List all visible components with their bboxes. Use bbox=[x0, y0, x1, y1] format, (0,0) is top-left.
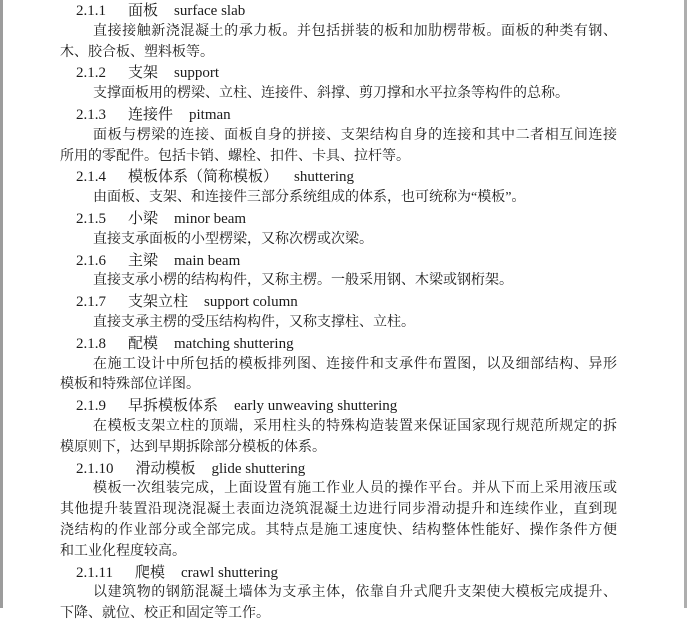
term-heading bbox=[60, 292, 617, 313]
term-heading bbox=[60, 1, 617, 22]
term-en: pitman bbox=[189, 106, 231, 123]
page-right-edge bbox=[684, 0, 687, 608]
section-number: 2.1.7 bbox=[76, 294, 106, 311]
term-section bbox=[60, 459, 617, 563]
definition-line: 面板与楞梁的连接、面板自身的拼接、支架结构自身的连接和其中二者相互间连接 bbox=[93, 127, 617, 143]
section-number: 2.1.5 bbox=[76, 210, 106, 227]
term-en: shuttering bbox=[294, 169, 355, 186]
definition-line: 由面板、支架、和连接件三部分系统组成的体系，也可统称为“模板”。 bbox=[93, 190, 526, 206]
term-heading bbox=[60, 209, 617, 230]
definition-line: 其他提升装置沿现浇混凝土表面边浇筑混凝土边进行同步滑动提升和连续作业，直到现 bbox=[60, 502, 617, 518]
term-en: early unweaving shuttering bbox=[234, 398, 398, 415]
term-en: support bbox=[174, 65, 220, 82]
term-heading bbox=[60, 563, 617, 584]
definition bbox=[60, 583, 617, 625]
definition-line: 浇结构的作业部分或全部完成。其特点是施工速度快、结构整体性能好、操作条件方便 bbox=[60, 522, 617, 538]
term-zh: 连接件 bbox=[128, 106, 174, 123]
term-heading bbox=[60, 105, 617, 126]
definition bbox=[60, 84, 617, 105]
definition bbox=[60, 126, 617, 168]
definition-line: 木、胶合板、塑料板等。 bbox=[60, 44, 214, 60]
section-number: 2.1.4 bbox=[76, 169, 106, 186]
definition-line: 在模板支架立柱的顶端，采用柱头的特殊构造装置来保证国家现行规范所规定的拆 bbox=[93, 418, 617, 434]
definition-line: 直接支承主楞的受压结构构件，又称支撑柱、立柱。 bbox=[93, 314, 415, 330]
term-zh: 小梁 bbox=[128, 210, 159, 227]
definition-line: 直接支承面板的小型楞梁，又称次楞或次梁。 bbox=[93, 231, 373, 247]
term-zh: 滑动模板 bbox=[135, 460, 196, 477]
term-section bbox=[60, 167, 617, 209]
definition-line: 在施工设计中所包括的模板排列图、连接件和支承件布置图，以及细部结构、异形 bbox=[93, 356, 617, 372]
definition-line: 支撑面板用的楞梁、立柱、连接件、斜撑、剪刀撑和水平拉条等构件的总称。 bbox=[93, 86, 569, 102]
definition bbox=[60, 313, 617, 334]
section-number: 2.1.9 bbox=[76, 398, 106, 415]
term-zh: 面板 bbox=[128, 3, 159, 19]
term-en: glide shuttering bbox=[211, 460, 306, 477]
definition bbox=[60, 479, 617, 562]
term-en: minor beam bbox=[174, 210, 247, 227]
definition-line: 所用的零配件。包括卡销、螺栓、扣件、卡具、拉杆等。 bbox=[60, 148, 410, 164]
term-heading bbox=[60, 63, 617, 84]
definition-line: 下降、就位、校正和固定等工作。 bbox=[60, 606, 270, 622]
term-zh: 支架 bbox=[128, 65, 159, 82]
section-number: 2.1.2 bbox=[76, 65, 106, 82]
definition-line: 直接接触新浇混凝土的承力板。并包括拼装的板和加肋楞带板。面板的种类有钢、 bbox=[93, 23, 617, 39]
term-en: surface slab bbox=[174, 3, 246, 19]
term-heading bbox=[60, 167, 617, 188]
term-section bbox=[60, 563, 617, 625]
term-heading bbox=[60, 251, 617, 272]
term-zh: 配模 bbox=[128, 335, 159, 352]
definition-line: 模原则下，达到早期拆除部分模板的体系。 bbox=[60, 439, 326, 455]
term-section bbox=[60, 334, 617, 396]
term-heading bbox=[60, 334, 617, 355]
section-number: 2.1.11 bbox=[76, 564, 113, 581]
definition bbox=[60, 271, 617, 292]
term-zh: 支架立柱 bbox=[128, 294, 189, 311]
term-zh: 模板体系（简称模板） bbox=[128, 169, 279, 186]
definition-line: 和工业化程度较高。 bbox=[60, 543, 186, 559]
definition bbox=[60, 355, 617, 397]
term-zh: 爬模 bbox=[134, 564, 165, 581]
page-left-edge bbox=[0, 0, 3, 608]
definition bbox=[60, 417, 617, 459]
section-number: 2.1.1 bbox=[76, 3, 106, 19]
term-section bbox=[60, 105, 617, 167]
term-section bbox=[60, 209, 617, 251]
terms-list bbox=[60, 1, 617, 625]
term-section bbox=[60, 63, 617, 105]
term-heading bbox=[60, 396, 617, 417]
definition-line: 模板和特殊部位详图。 bbox=[60, 377, 200, 393]
section-number: 2.1.6 bbox=[76, 252, 106, 269]
term-en: matching shuttering bbox=[174, 335, 294, 352]
term-section bbox=[60, 251, 617, 293]
definition bbox=[60, 188, 617, 209]
term-en: crawl shuttering bbox=[180, 564, 279, 581]
definition-line: 模板一次组装完成，上面设置有施工作业人员的操作平台。并从下而上采用液压或 bbox=[93, 481, 617, 497]
term-zh: 主梁 bbox=[128, 252, 159, 269]
section-number: 2.1.8 bbox=[76, 335, 106, 352]
definition-line: 以建筑物的钢筋混凝土墙体为支承主体，依靠自升式爬升支架使大模板完成提升、 bbox=[93, 585, 617, 601]
definition bbox=[60, 230, 617, 251]
definition-line: 直接支承小楞的结构构件，又称主楞。一般采用钢、木梁或钢桁架。 bbox=[93, 273, 513, 289]
section-number: 2.1.10 bbox=[76, 460, 114, 477]
term-section bbox=[60, 396, 617, 458]
term-heading bbox=[60, 459, 617, 480]
term-en: main beam bbox=[174, 252, 241, 269]
definition bbox=[60, 22, 617, 64]
section-number: 2.1.3 bbox=[76, 106, 106, 123]
term-section bbox=[60, 1, 617, 63]
term-en: support column bbox=[204, 294, 298, 311]
term-zh: 早拆模板体系 bbox=[128, 398, 219, 415]
term-section bbox=[60, 292, 617, 334]
